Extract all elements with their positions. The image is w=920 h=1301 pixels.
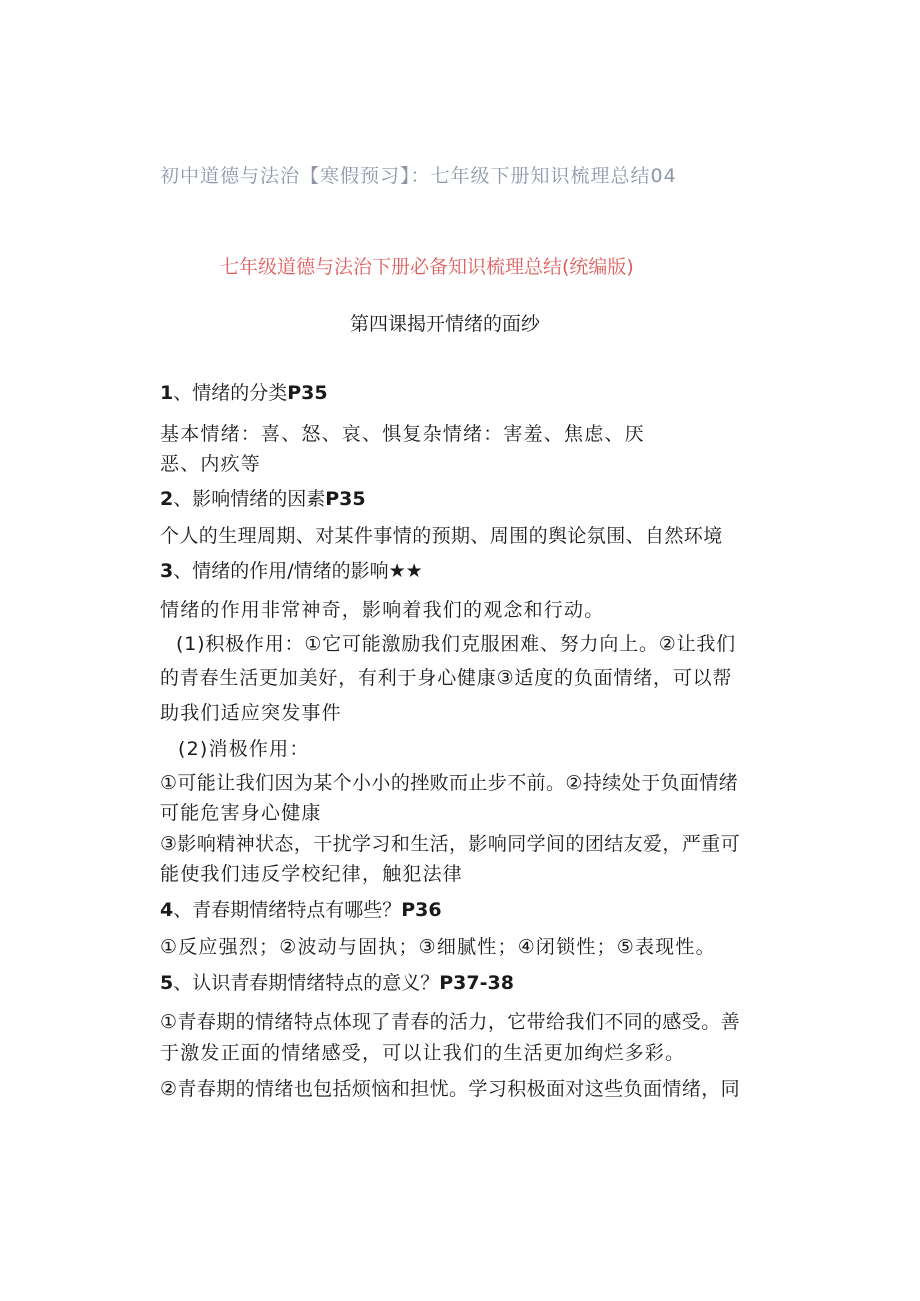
section-page-ref: P35 [287,382,328,404]
section-page-ref: P35 [325,488,366,510]
document-header-title: 初中道德与法治【寒假预习】：七年级下册知识梳理总结04 [160,165,677,187]
section-title: 、情绪的作用/情绪的影响★★ [173,560,423,582]
lesson-title: 第四课揭开情绪的面纱 [350,313,541,335]
paragraph-line: ①可能让我们因为某个小小的挫败而止步不前。②持续处于负面情绪 [160,772,739,794]
paragraph-line: (1)积极作用：①它可能激励我们克服困难、努力向上。②让我们 [176,633,736,655]
paragraph-line: 助我们适应突发事件 [160,702,342,724]
section-title: 、认识青春期情绪特点的意义？ [173,972,440,994]
section-number: 4 [160,899,174,921]
paragraph-line: 于激发正面的情绪感受，可以让我们的生活更加绚烂多彩。 [160,1042,686,1064]
paragraph-line: 基本情绪：喜、怒、哀、惧复杂情绪：害羞、焦虑、厌 [160,423,645,445]
paragraph-line: ③影响精神状态，干扰学习和生活，影响同学间的团结友爱，严重可 [160,833,741,855]
paragraph-line: (2)消极作用： [178,738,310,760]
paragraph-line: ②青春期的情绪也包括烦恼和担忧。学习积极面对这些负面情绪，同 [160,1078,741,1100]
paragraph-line: ①青春期的情绪特点体现了青春的活力，它带给我们不同的感受。善 [160,1011,741,1033]
section-page-ref: P37-38 [439,972,514,994]
section-number: 3 [160,560,174,582]
paragraph-line: 情绪的作用非常神奇，影响着我们的观念和行动。 [160,599,605,621]
section-title: 、青春期情绪特点有哪些？ [173,899,402,921]
section-heading-2 [160,487,366,511]
section-heading-5 [160,971,514,995]
paragraph-line: 恶、内疚等 [160,453,262,475]
section-number: 1 [160,382,174,404]
section-heading-4 [160,898,442,922]
paragraph-line: 个人的生理周期、对某件事情的预期、周围的舆论氛围、自然环境 [160,525,723,547]
section-title: 、影响情绪的因素 [173,488,326,510]
paragraph-line: 能使我们违反学校纪律，触犯法律 [160,863,464,885]
document-main-title: 七年级道德与法治下册必备知识梳理总结(统编版) [220,256,634,278]
section-heading-1 [160,381,328,405]
section-title: 、情绪的分类 [173,382,288,404]
paragraph-line: 可能危害身心健康 [160,802,322,824]
section-number: 5 [160,972,174,994]
section-heading-3 [160,559,423,583]
section-number: 2 [160,488,174,510]
paragraph-line: 的青春生活更加美好，有利于身心健康③适度的负面情绪，可以帮 [160,667,733,689]
section-page-ref: P36 [401,899,442,921]
paragraph-line: ①反应强烈；②波动与固执；③细腻性；④闭锁性；⑤表现性。 [160,936,716,958]
